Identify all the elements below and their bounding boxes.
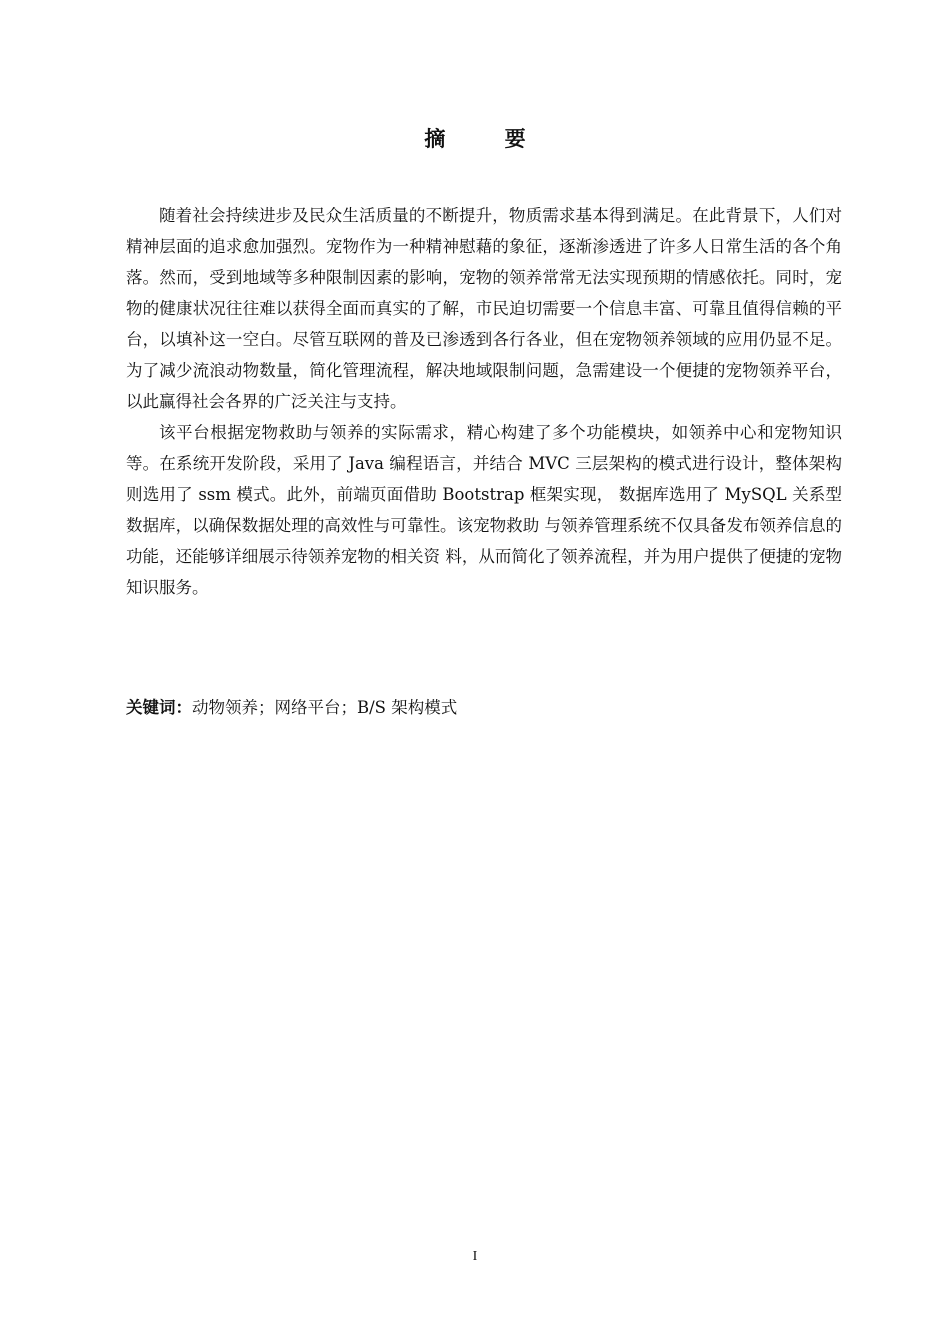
keywords-label: 关键词： — [126, 698, 192, 717]
page-title: 摘 要 — [424, 127, 552, 151]
keywords-value: 动物领养；网络平台；B/S 架构模式 — [192, 698, 458, 717]
abstract-paragraph-1: 随着社会持续进步及民众生活质量的不断提升，物质需求基本得到满足。在此背景下，人们对精神层面的追求愈加强烈。宠物作为一种精神慰藉的象征，逐渐渗透进了许多人日常生活的各个角落。然而，受到地域等多种限制因素的影响，宠物的领养常常无法实现预期的情感依托。同时，宠物的健康状况往往难以获得全面而真实的了解，市民迫切需要一个信息丰富、可靠且值得信赖的平台，以填补这一空白。尽管互联网的普及已渗透到各行各业，但在宠物领养领域的应用仍显不足。为了减少流浪动物数量，简化管理流程，解决地域限制问题，急需建设一个便捷的宠物领养平台，以此赢得社会各界的广泛关注与支持。 — [126, 206, 842, 411]
abstract-body — [126, 200, 842, 603]
keywords-line — [126, 692, 842, 723]
page-number: I — [472, 1249, 478, 1264]
abstract-paragraph-2: 该平台根据宠物救助与领养的实际需求，精心构建了多个功能模块，如领养中心和宠物知识等。在系统开发阶段，采用了 Java 编程语言，并结合 MVC 三层架构的模式进行设计，整体架构则选用了 ssm 模式。此外，前端页面借助 Bootstrap 框架实现， 数据库选用了 MySQL 关系型数据库，以确保数据处理的高效性与可靠性。该宠物救助 与领养管理系统不仅具备发布领养信息的功能，还能够详细展示待领养宠物的相关资 料，从而简化了领养流程，并为用户提供了便捷的宠物知识服务。 — [126, 423, 842, 597]
